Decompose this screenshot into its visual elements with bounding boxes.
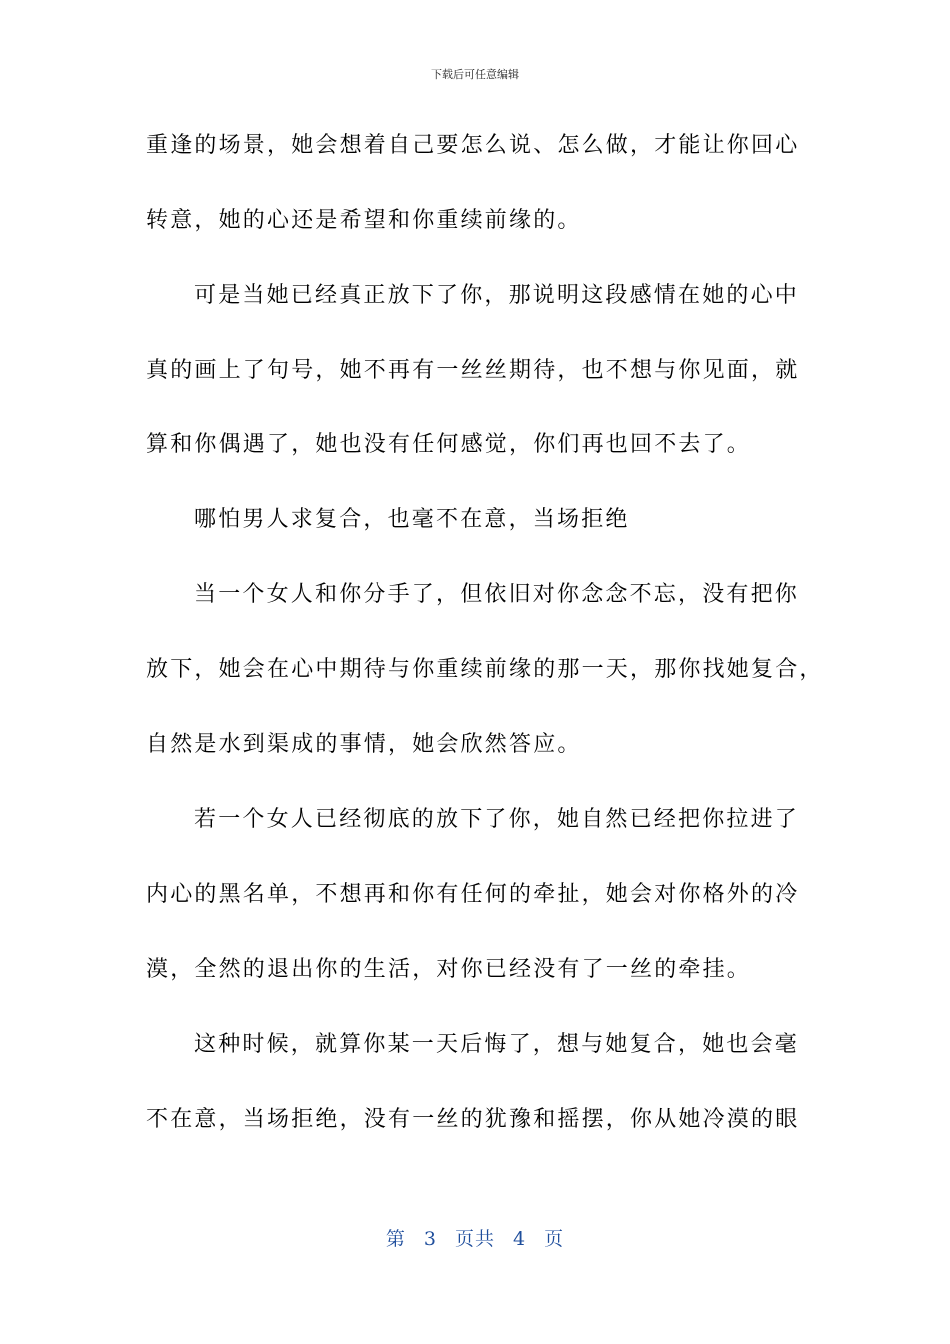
body-line: 当一个女人和你分手了，但依旧对你念念不忘，没有把你	[194, 582, 800, 607]
page-prefix: 第	[385, 1228, 406, 1250]
body-line: 漠，全然的退出你的生活，对你已经没有了一丝的牵挂。	[146, 957, 752, 982]
total-pages-number: 4	[513, 1228, 527, 1250]
body-line: 转意，她的心还是希望和你重续前缘的。	[146, 208, 582, 233]
body-line: 这种时候，就算你某一天后悔了，想与她复合，她也会毫	[194, 1032, 800, 1057]
body-line: 若一个女人已经彻底的放下了你，她自然已经把你拉进了	[194, 807, 800, 832]
body-line: 真的画上了句号，她不再有一丝丝期待，也不想与你见面，就	[146, 358, 800, 383]
body-line: 内心的黑名单，不想再和你有任何的牵扯，她会对你格外的冷	[146, 882, 800, 907]
page-suffix: 页	[544, 1228, 565, 1250]
current-page-number: 3	[423, 1228, 437, 1250]
body-line: 可是当她已经真正放下了你，那说明这段感情在她的心中	[194, 283, 800, 308]
section-heading: 哪怕男人求复合，也毫不在意，当场拒绝	[194, 507, 630, 532]
body-line: 重逢的场景，她会想着自己要怎么说、怎么做，才能让你回心	[146, 133, 800, 158]
header-note: 下载后可任意编辑	[431, 68, 519, 81]
body-line: 不在意，当场拒绝，没有一丝的犹豫和摇摆，你从她冷漠的眼	[146, 1107, 800, 1132]
body-line: 算和你偶遇了，她也没有任何感觉，你们再也回不去了。	[146, 432, 752, 457]
page-middle: 页共	[454, 1228, 495, 1250]
body-line: 放下，她会在心中期待与你重续前缘的那一天，那你找她复合，	[146, 657, 824, 682]
body-line: 自然是水到渠成的事情，她会欣然答应。	[146, 732, 582, 757]
page-number-footer	[0, 1226, 950, 1252]
